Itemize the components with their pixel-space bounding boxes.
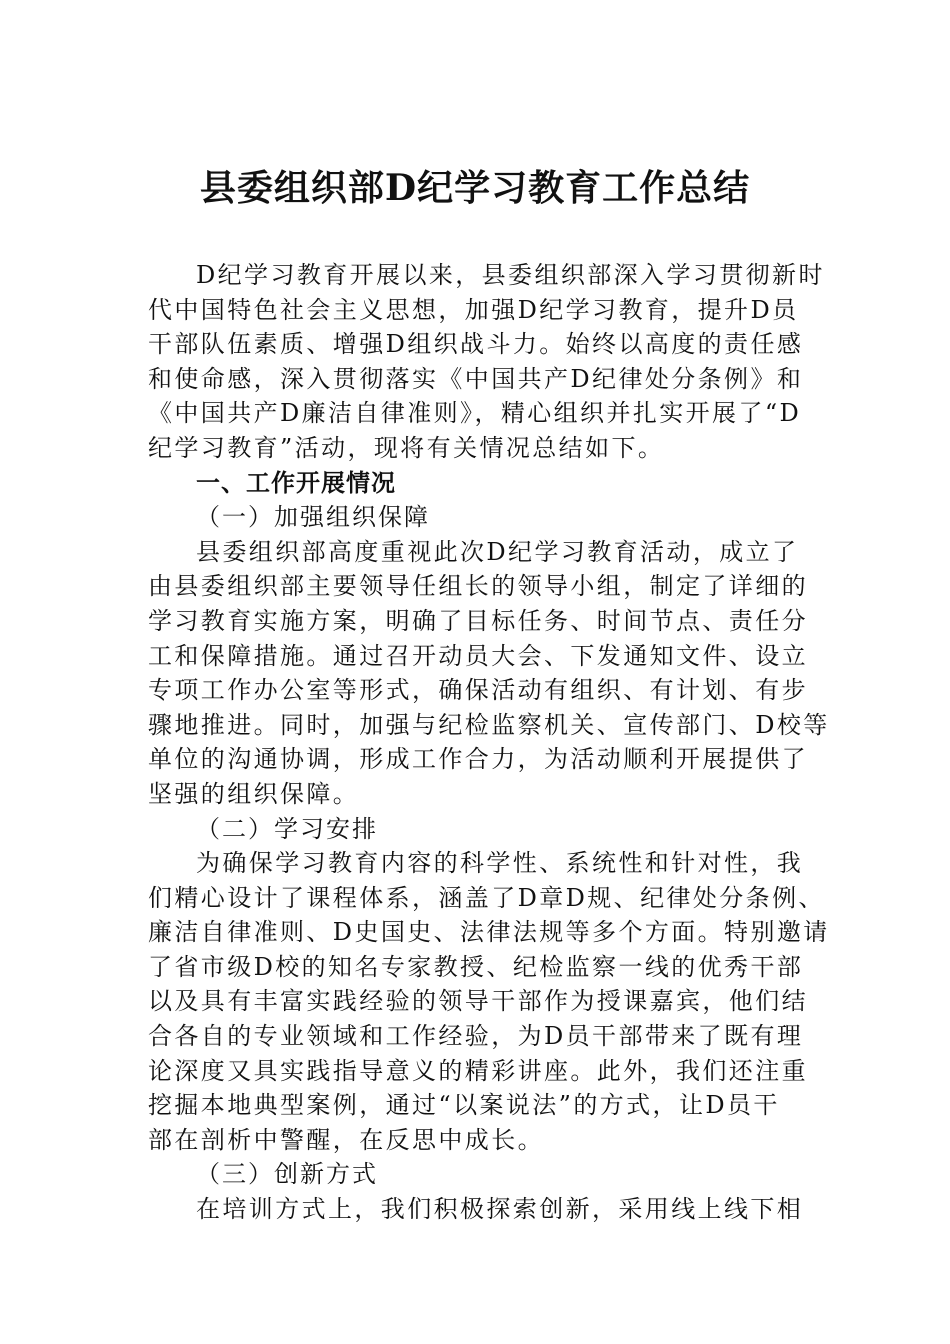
paragraph-line: 合各自的专业领域和工作经验，为D员干部带来了既有理	[148, 1022, 804, 1051]
document-body	[148, 258, 830, 1227]
paragraph-line: 骤地推进。同时，加强与纪检监察机关、宣传部门、D校等	[148, 710, 830, 739]
subsection-heading: （三）创新方式	[196, 1160, 378, 1189]
paragraph-line: D纪学习教育开展以来，县委组织部深入学习贯彻新时	[196, 261, 825, 289]
paragraph-line: 单位的沟通协调，形成工作合力，为活动顺利开展提供了	[148, 745, 808, 774]
paragraph-line: 县委组织部高度重视此次D纪学习教育活动，成立了	[196, 537, 799, 566]
paragraph-line: 廉洁自律准则、D史国史、法律法规等多个方面。特别邀请	[148, 918, 830, 947]
paragraph-line: 纪学习教育”活动，现将有关情况总结如下。	[148, 433, 665, 462]
paragraph-line: 部在剖析中警醒，在反思中成长。	[148, 1125, 544, 1154]
paragraph-line: 专项工作办公室等形式，确保活动有组织、有计划、有步	[148, 676, 808, 705]
paragraph-line: 们精心设计了课程体系，涵盖了D章D规、纪律处分条例、	[148, 883, 825, 912]
section-heading: 一、工作开展情况	[196, 468, 396, 497]
paragraph-line: 为确保学习教育内容的科学性、系统性和针对性，我	[196, 849, 804, 878]
paragraph-line: 挖掘本地典型案例，通过“以案说法”的方式，让D员干	[148, 1091, 780, 1120]
paragraph-line: 工和保障措施。通过召开动员大会、下发通知文件、设立	[148, 641, 808, 670]
subsection-heading: （二）学习安排	[196, 814, 378, 843]
paragraph-line: 论深度又具实践指导意义的精彩讲座。此外，我们还注重	[148, 1056, 808, 1085]
document-title: 县委组织部D纪学习教育工作总结	[199, 167, 751, 209]
paragraph-line: 了省市级D校的知名专家教授、纪检监察一线的优秀干部	[148, 952, 804, 981]
subsection-heading: （一）加强组织保障	[196, 503, 430, 532]
paragraph-line: 坚强的组织保障。	[148, 779, 360, 808]
paragraph-line: 干部队伍素质、增强D组织战斗力。始终以高度的责任感	[148, 330, 804, 359]
paragraph-line: 代中国特色社会主义思想，加强D纪学习教育，提升D员	[148, 295, 799, 324]
paragraph-line: 和使命感，深入贯彻落实《中国共产D纪律处分条例》和	[148, 364, 804, 393]
paragraph-line: 《中国共产D廉洁自律准则》，精心组织并扎实开展了“D	[148, 399, 802, 428]
paragraph-line: 学习教育实施方案，明确了目标任务、时间节点、责任分	[148, 606, 808, 635]
paragraph-line: 由县委组织部主要领导任组长的领导小组，制定了详细的	[148, 572, 808, 601]
paragraph-line: 以及具有丰富实践经验的领导干部作为授课嘉宾，他们结	[148, 987, 808, 1016]
paragraph-line: 在培训方式上，我们积极探索创新，采用线上线下相	[196, 1195, 804, 1224]
